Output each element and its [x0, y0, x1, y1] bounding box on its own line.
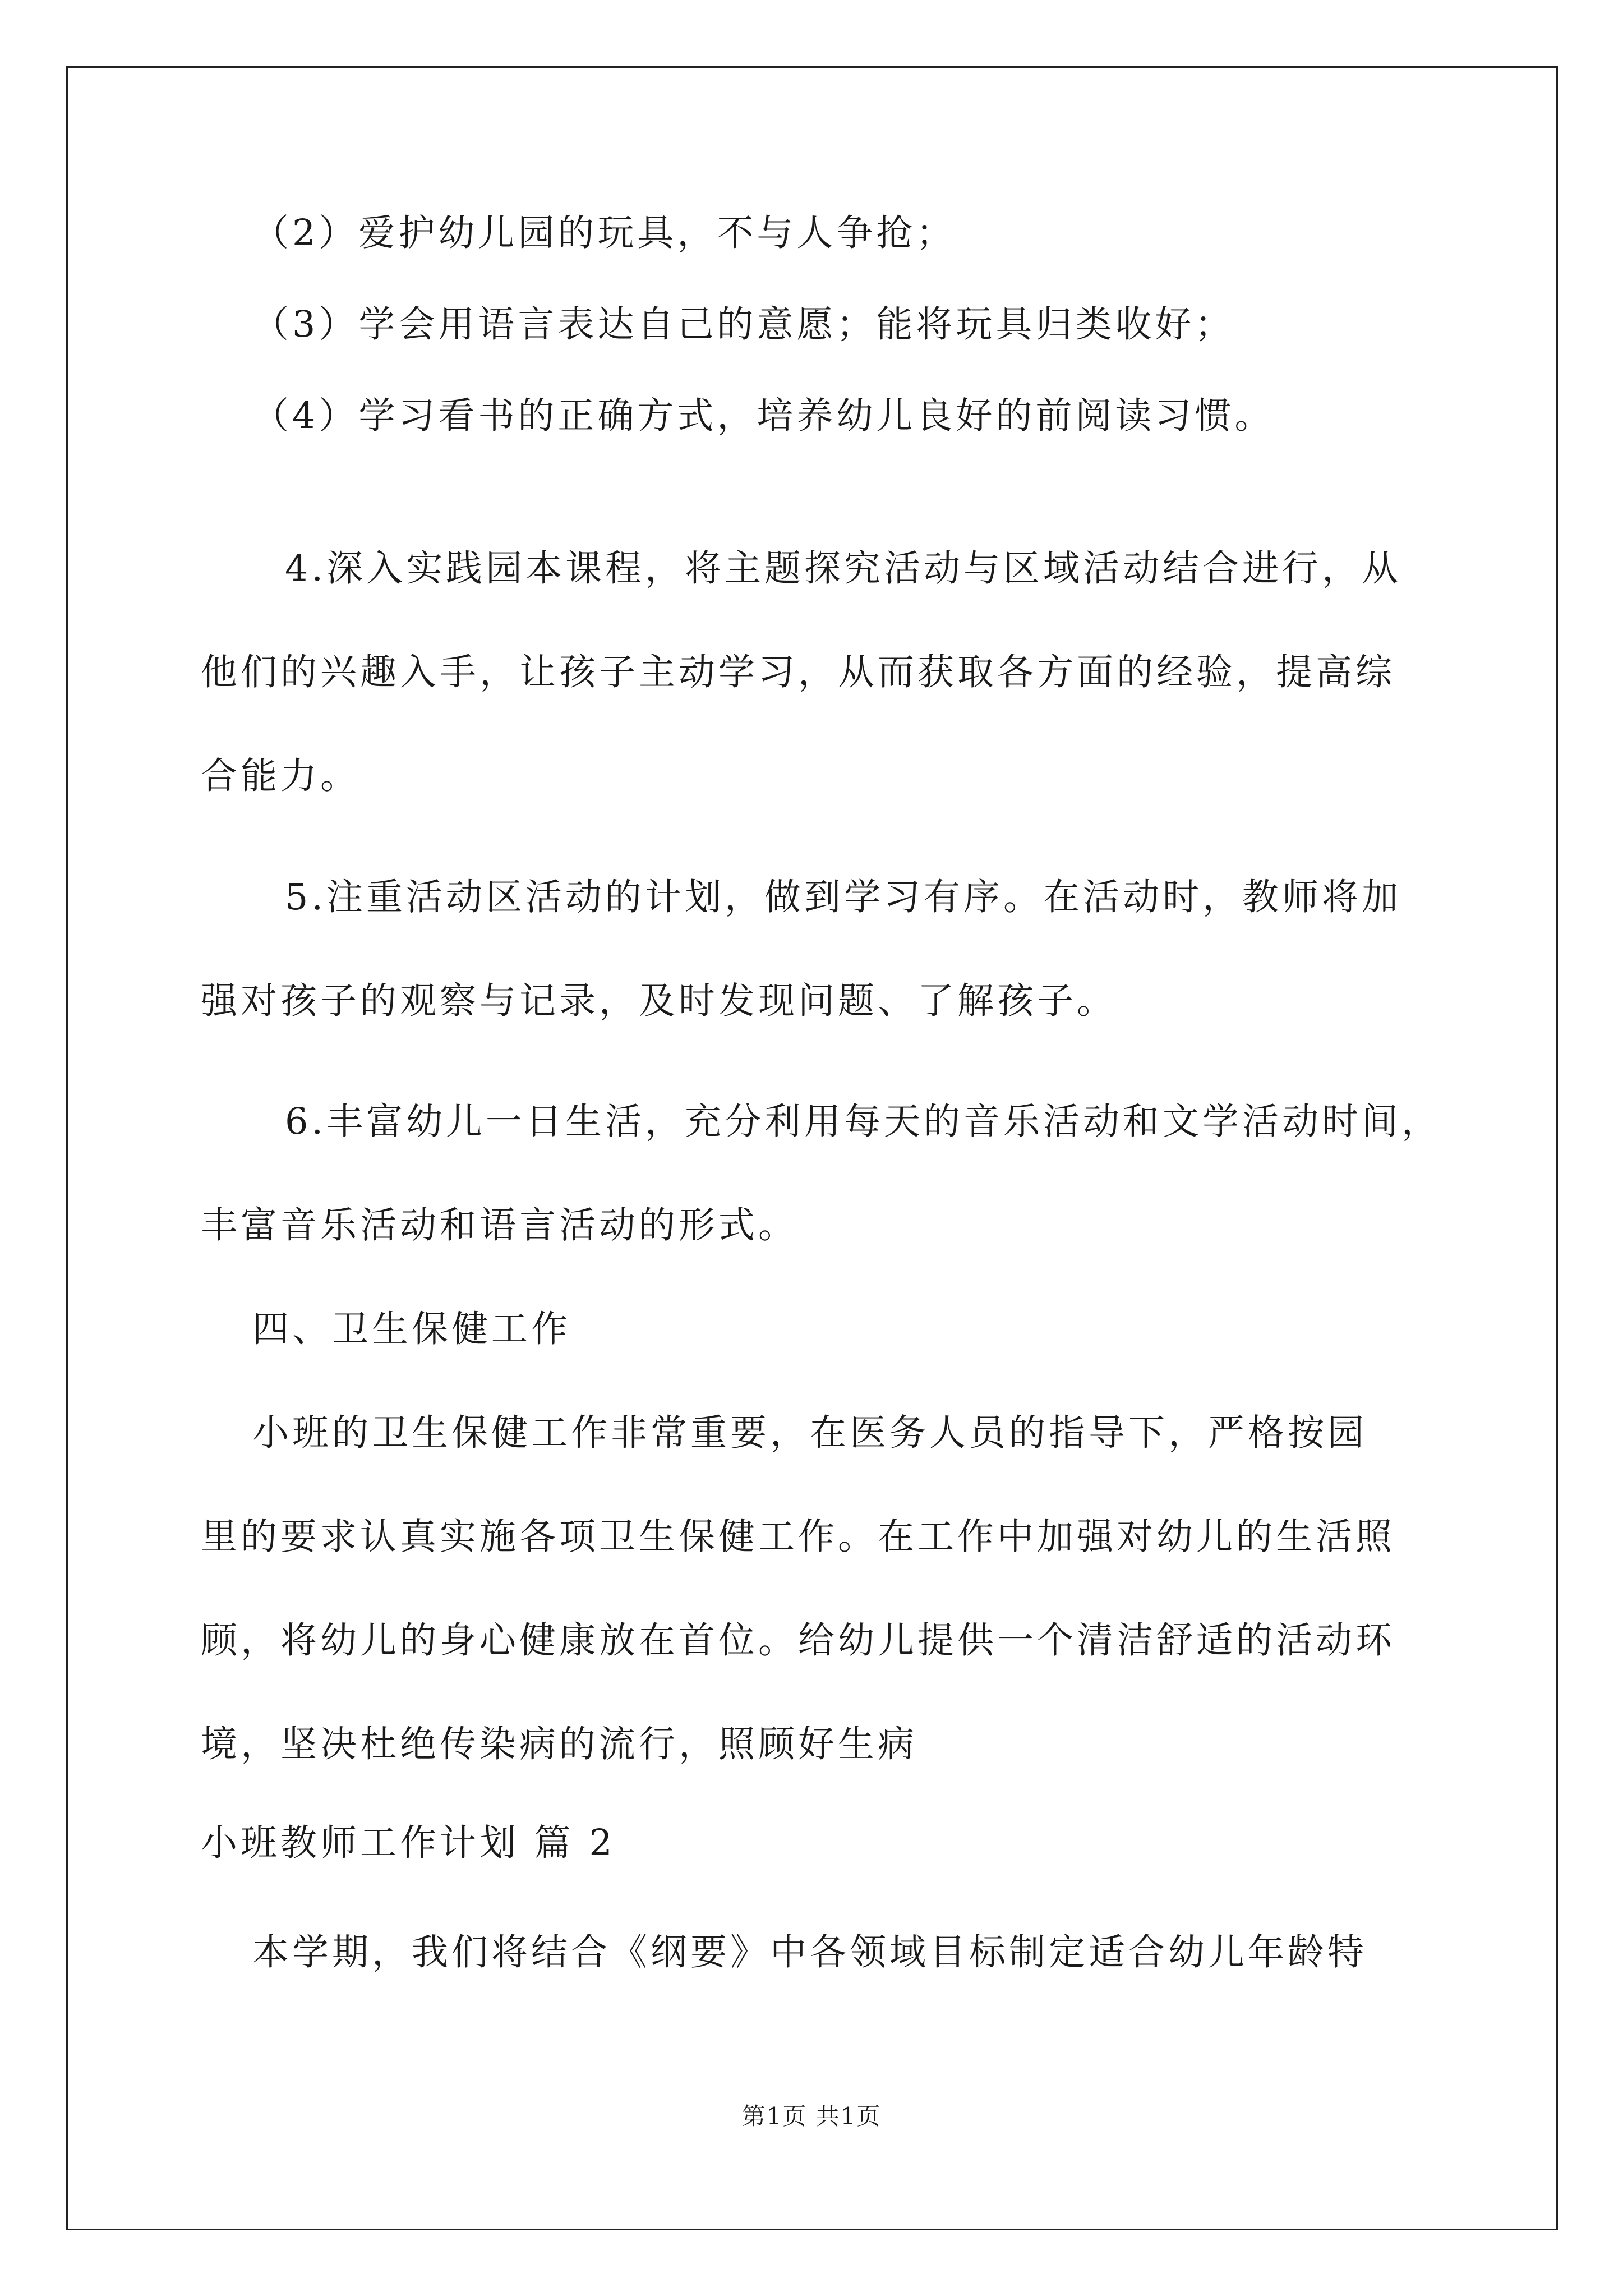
paragraph-line: 合能力。 — [201, 755, 361, 797]
paragraph-line: （3）学会用语言表达自己的意愿；能将玩具归类收好； — [252, 303, 1235, 346]
paragraph-line: 6.丰富幼儿一日生活，充分利用每天的音乐活动和文学活动时间， — [285, 1101, 1442, 1143]
paragraph-line: 4.深入实践园本课程，将主题探究活动与区域活动结合进行，从 — [285, 547, 1402, 590]
paragraph-line: 5.注重活动区活动的计划，做到学习有序。在活动时，教师将加 — [285, 876, 1402, 918]
paragraph-line: 顾，将幼儿的身心健康放在首位。给幼儿提供一个清洁舒适的活动环 — [201, 1619, 1396, 1662]
paragraph-line: 境，坚决杜绝传染病的流行，照顾好生病 — [201, 1723, 918, 1765]
paragraph-line: 他们的兴趣入手，让孩子主动学习，从而获取各方面的经验，提高综 — [201, 651, 1396, 693]
page-footer: 第1页 共1页 — [741, 2102, 882, 2130]
paragraph-line: 强对孩子的观察与记录，及时发现问题、了解孩子。 — [201, 980, 1117, 1022]
paragraph-line: 小班的卫生保健工作非常重要，在医务人员的指导下，严格按园 — [252, 1412, 1368, 1454]
paragraph-line: 里的要求认真实施各项卫生保健工作。在工作中加强对幼儿的生活照 — [201, 1516, 1396, 1558]
page-border — [66, 66, 1558, 2230]
article-title: 小班教师工作计划 篇 2 — [201, 1822, 616, 1864]
paragraph-line: （4）学习看书的正确方式，培养幼儿良好的前阅读习惯。 — [252, 395, 1275, 437]
paragraph-line: 丰富音乐活动和语言活动的形式。 — [201, 1204, 799, 1246]
paragraph-line: （2）爱护幼儿园的玩具，不与人争抢； — [252, 212, 956, 254]
paragraph-line: 本学期，我们将结合《纲要》中各领域目标制定适合幼儿年龄特 — [252, 1931, 1368, 1973]
section-heading: 四、卫生保健工作 — [252, 1308, 571, 1350]
